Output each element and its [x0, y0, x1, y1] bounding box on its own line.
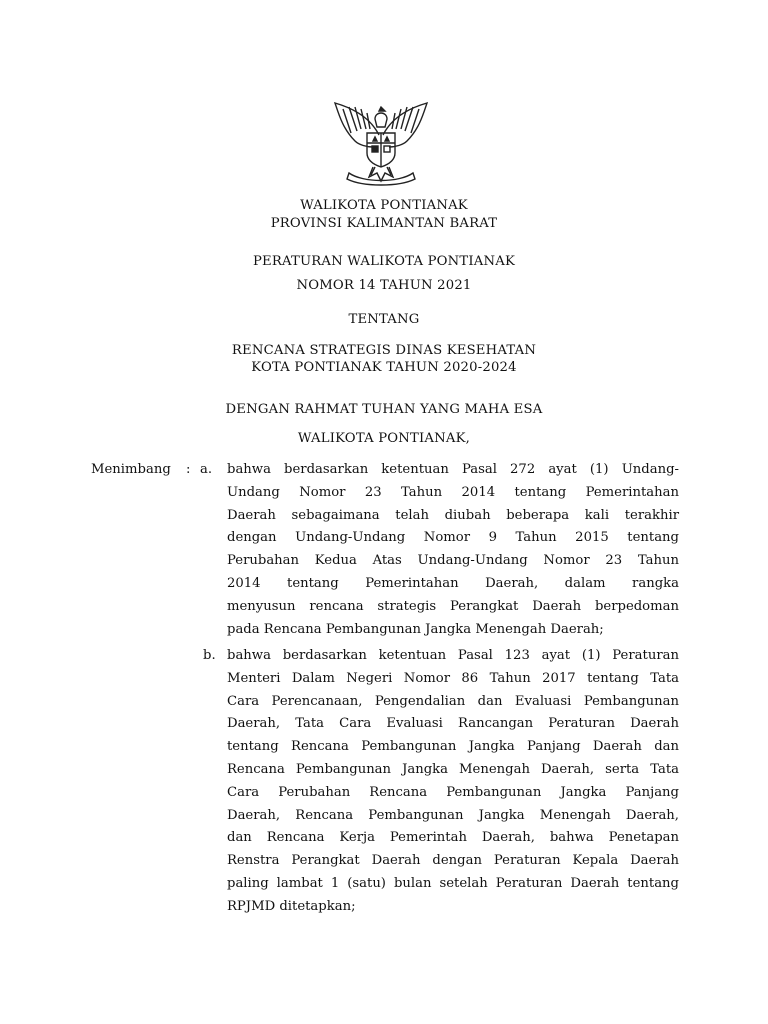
institution-line-2: PROVINSI KALIMANTAN BARAT [270, 216, 498, 231]
item-a-line: Daerah sebagaimana telah diubah beberapa kali terakhir [227, 507, 679, 523]
item-a-line: Perubahan Kedua Atas Undang-Undang Nomor 23 Tahun [227, 553, 679, 569]
invocation: DENGAN RAHMAT TUHAN YANG MAHA ESA [225, 402, 543, 417]
item-b-line: Menteri Dalam Negeri Nomor 86 Tahun 2017 tentang Tata [227, 670, 679, 686]
item-b-line: Cara Perencanaan, Pengendalian dan Evaluasi Pembangunan [227, 693, 679, 709]
item-b-line: Renstra Perangkat Daerah dengan Peraturan Kepala Daerah [227, 853, 679, 869]
subject-line-2: KOTA PONTIANAK TAHUN 2020-2024 [251, 360, 517, 375]
item-a-line: 2014 tentang Pemerintahan Daerah, dalam rangka [227, 575, 679, 591]
item-b-line: bahwa berdasarkan ketentuan Pasal 123 ayat (1) Peraturan [227, 648, 679, 663]
item-b-line: Daerah, Tata Cara Evaluasi Rancangan Peraturan Daerah [227, 716, 679, 732]
item-a-marker: a. [200, 462, 213, 477]
item-b-line: dan Rencana Kerja Pemerintah Daerah, bahwa Penetapan [227, 830, 679, 846]
item-a-paragraph [227, 459, 679, 641]
garuda-emblem-icon [329, 95, 433, 189]
item-b-line: Rencana Pembangunan Jangka Menengah Daerah, serta Tata [227, 761, 679, 777]
about-heading: TENTANG [348, 312, 420, 327]
regulation-title: PERATURAN WALIKOTA PONTIANAK [252, 254, 516, 269]
item-b-line: Daerah, Rencana Pembangunan Jangka Menengah Daerah, [227, 807, 679, 823]
item-a-line: pada Rencana Pembangunan Jangka Menengah Daerah; [227, 621, 604, 637]
considering-label: Menimbang [91, 462, 171, 477]
item-b-paragraph [227, 645, 679, 919]
subject-line-1: RENCANA STRATEGIS DINAS KESEHATAN [231, 343, 537, 358]
item-b-marker: b. [203, 648, 216, 663]
item-a-line: Undang Nomor 23 Tahun 2014 tentang Pemerintahan [227, 484, 679, 500]
item-b-line: tentang Rencana Pembangunan Jangka Panjang Daerah dan [227, 739, 679, 755]
authority: WALIKOTA PONTIANAK, [297, 431, 471, 446]
item-a-line: bahwa berdasarkan ketentuan Pasal 272 ayat (1) Undang- [227, 462, 679, 477]
item-a-line: dengan Undang-Undang Nomor 9 Tahun 2015 tentang [227, 530, 679, 546]
item-b-line: RPJMD ditetapkan; [227, 898, 356, 914]
item-b-line: Cara Perubahan Rencana Pembangunan Jangka Panjang [227, 784, 679, 800]
item-a-line: menyusun rencana strategis Perangkat Daerah berpedoman [227, 598, 679, 614]
item-b-line: paling lambat 1 (satu) bulan setelah Peraturan Daerah tentang [227, 875, 679, 891]
considering-colon: : [186, 462, 191, 477]
regulation-number: NOMOR 14 TAHUN 2021 [296, 278, 472, 293]
institution-line-1: WALIKOTA PONTIANAK [300, 198, 468, 213]
